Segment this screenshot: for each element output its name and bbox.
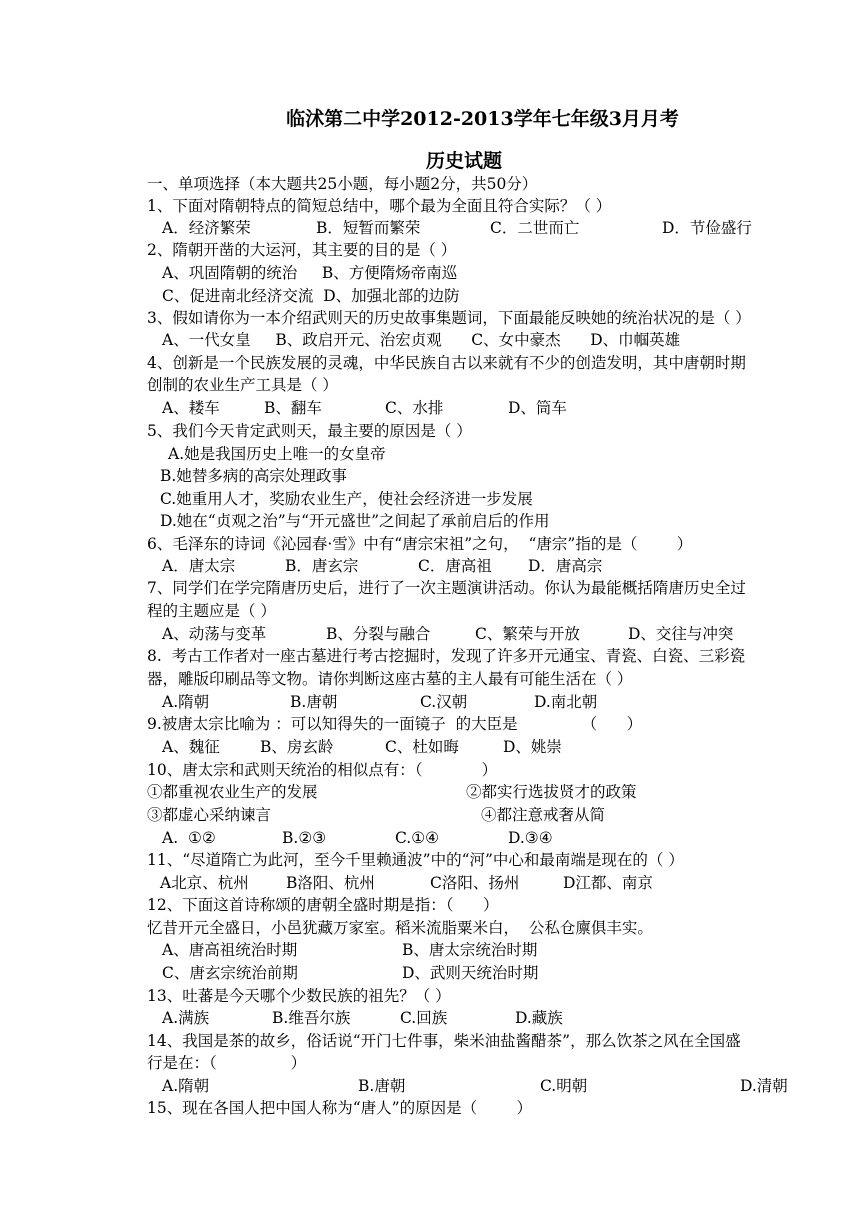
q2-options-line1: A、巩固隋朝的统治 B、方便隋炀帝南巡 (162, 264, 458, 282)
q10-statement-1: ①都重视农业生产的发展 (147, 783, 318, 801)
q5-option-b: B.她替多病的高宗处理政事 (160, 467, 347, 485)
q10-statement-4: ④都注意戒奢从简 (481, 806, 606, 824)
q3-options: A、一代女皇 B、政启开元、治宏贞观 C、女中豪杰 D、巾帼英雄 (162, 331, 681, 349)
q2-stem: 2、隋朝开凿的大运河，其主要的目的是（ ） (147, 241, 457, 259)
q13-option-d: D.藏族 (515, 1009, 563, 1027)
q12-poem: 忆昔开元全盛日，小邑犹藏万家室。稻米流脂粟米白， 公私仓廪俱丰实。 (147, 919, 653, 937)
q4-stem-line1: 4、创新是一个民族发展的灵魂，中华民族自古以来就有不少的创造发明，其中唐朝时期 (147, 354, 746, 372)
q9-option-c: C、杜如晦 (385, 738, 459, 756)
q13-option-a: A.满族 (162, 1009, 210, 1027)
q4-option-b: B、翻车 (264, 399, 322, 417)
q4-option-d: D、筒车 (508, 399, 567, 417)
q14-option-c: C.明朝 (540, 1077, 588, 1095)
exam-subtitle: 历史试题 (425, 150, 502, 172)
q12-option-a: A、唐高祖统治时期 (162, 941, 298, 959)
q13-stem: 13、吐蕃是今天哪个少数民族的祖先？（ ） (147, 987, 451, 1005)
q8-stem-line2: 器，雕版印刷品等文物。请你判断这座古墓的主人最有可能生活在（ ） (147, 670, 633, 688)
q5-stem: 5、我们今天肯定武则天，最主要的原因是（ ） (147, 422, 472, 440)
q7-option-b: B、分裂与融合 (326, 625, 431, 643)
q14-option-d: D.清朝 (740, 1077, 788, 1095)
q10-option-d: D.③④ (508, 829, 553, 847)
q6-option-a: A．唐太宗 (162, 557, 236, 575)
q15-stem: 15、现在各国人把中国人称为“唐人”的原因是（ ） (147, 1099, 532, 1117)
q10-statement-2: ②都实行选拔贤才的政策 (466, 783, 637, 801)
q11-option-a: A北京、杭州 (160, 874, 249, 892)
q13-option-c: C.回族 (400, 1009, 448, 1027)
q2-options-line2: C、促进南北经济交流 D、加强北部的边防 (162, 287, 460, 305)
q7-option-c: C、繁荣与开放 (475, 625, 580, 643)
q6-stem: 6、毛泽东的诗词《沁园春·雪》中有“唐宗宋祖”之句， “唐宗”指的是（ ） (147, 535, 693, 553)
q9-stem: 9.被唐太宗比喻为 ：可以知得失的一面镜子 的大臣是 （ ） (147, 715, 643, 733)
q5-option-a: A.她是我国历史上唯一的女皇帝 (168, 445, 386, 463)
q11-option-d: D江都、南京 (563, 874, 653, 892)
q10-option-a: A. ①② (162, 829, 216, 847)
q14-option-a: A.隋朝 (162, 1077, 210, 1095)
q5-option-c: C.她重用人才，奖励农业生产，使社会经济进一步发展 (160, 490, 533, 508)
q1-option-d: D．节俭盛行 (662, 219, 752, 237)
q7-option-d: D、交往与冲突 (628, 625, 734, 643)
q13-option-b: B.维吾尔族 (272, 1009, 351, 1027)
q8-option-b: B.唐朝 (290, 693, 338, 711)
q14-stem-line2: 行是在：（ ） (147, 1054, 307, 1072)
q10-statement-3: ③都虚心采纳谏言 (147, 806, 272, 824)
q1-stem: 1、下面对隋朝特点的简短总结中，哪个最为全面且符合实际？（ ） (147, 197, 612, 215)
q11-stem: 11、“尽道隋亡为此河，至今千里赖通波”中的“河”中心和最南端是现在的（ ） (147, 851, 684, 869)
q7-stem-line1: 7、同学们在学完隋唐历史后，进行了一次主题演讲活动。你认为最能概括隋唐历史全过 (147, 579, 746, 597)
q1-option-c: C．二世而亡 (490, 219, 580, 237)
q6-option-d: D．唐高宗 (528, 557, 603, 575)
q5-option-d: D.她在“贞观之治”与“开元盛世”之间起了承前启后的作用 (160, 512, 550, 530)
q12-option-b: B、唐太宗统治时期 (402, 941, 538, 959)
q12-stem: 12、下面这首诗称颂的唐朝全盛时期是指：（ ） (147, 896, 499, 914)
q7-option-a: A、动荡与变革 (162, 625, 267, 643)
q9-option-a: A、魏征 (162, 738, 220, 756)
q4-option-c: C、水排 (385, 399, 444, 417)
q4-stem-line2: 创制的农业生产工具是（ ） (147, 376, 338, 394)
q10-option-b: B.②③ (282, 829, 327, 847)
q8-option-a: A.隋朝 (162, 693, 210, 711)
q6-option-c: C．唐高祖 (418, 557, 492, 575)
q14-option-b: B.唐朝 (358, 1077, 406, 1095)
q8-option-d: D.南北朝 (534, 693, 598, 711)
q6-option-b: B．唐玄宗 (285, 557, 359, 575)
q4-option-a: A、耧车 (162, 399, 220, 417)
q8-stem-line1: 8. 考古工作者对一座古墓进行考古挖掘时，发现了许多开元通宝、青瓷、白瓷、三彩瓷 (147, 647, 746, 665)
q8-option-c: C.汉朝 (420, 693, 468, 711)
q14-stem-line1: 14、我国是茶的故乡，俗话说“开门七件事，柴米油盐酱醋茶”，那么饮茶之风在全国盛 (147, 1032, 741, 1050)
q1-option-b: B．短暂而繁荣 (316, 219, 421, 237)
q11-option-c: C洛阳、扬州 (430, 874, 520, 892)
section-heading: 一、单项选择（本大题共25小题，每小题2分，共50分） (147, 175, 538, 193)
q10-stem: 10、唐太宗和武则天统治的相似点有：（ ） (147, 761, 498, 779)
q1-option-a: A．经济繁荣 (162, 219, 251, 237)
exam-title: 临沭第二中学2012-2013学年七年级3月月考 (286, 108, 679, 130)
q3-stem: 3、假如请你为一本介绍武则天的历史故事集题词，下面最能反映她的统治状况的是（ ） (147, 309, 751, 327)
q7-stem-line2: 程的主题应是（ ） (147, 602, 276, 620)
q9-option-d: D、姚崇 (503, 738, 562, 756)
q11-option-b: B洛阳、杭州 (286, 874, 375, 892)
q12-option-d: D、武则天统治时期 (402, 964, 539, 982)
q9-option-b: B、房玄龄 (260, 738, 334, 756)
q12-option-c: C、唐玄宗统治前期 (162, 964, 298, 982)
q10-option-c: C.①④ (395, 829, 440, 847)
